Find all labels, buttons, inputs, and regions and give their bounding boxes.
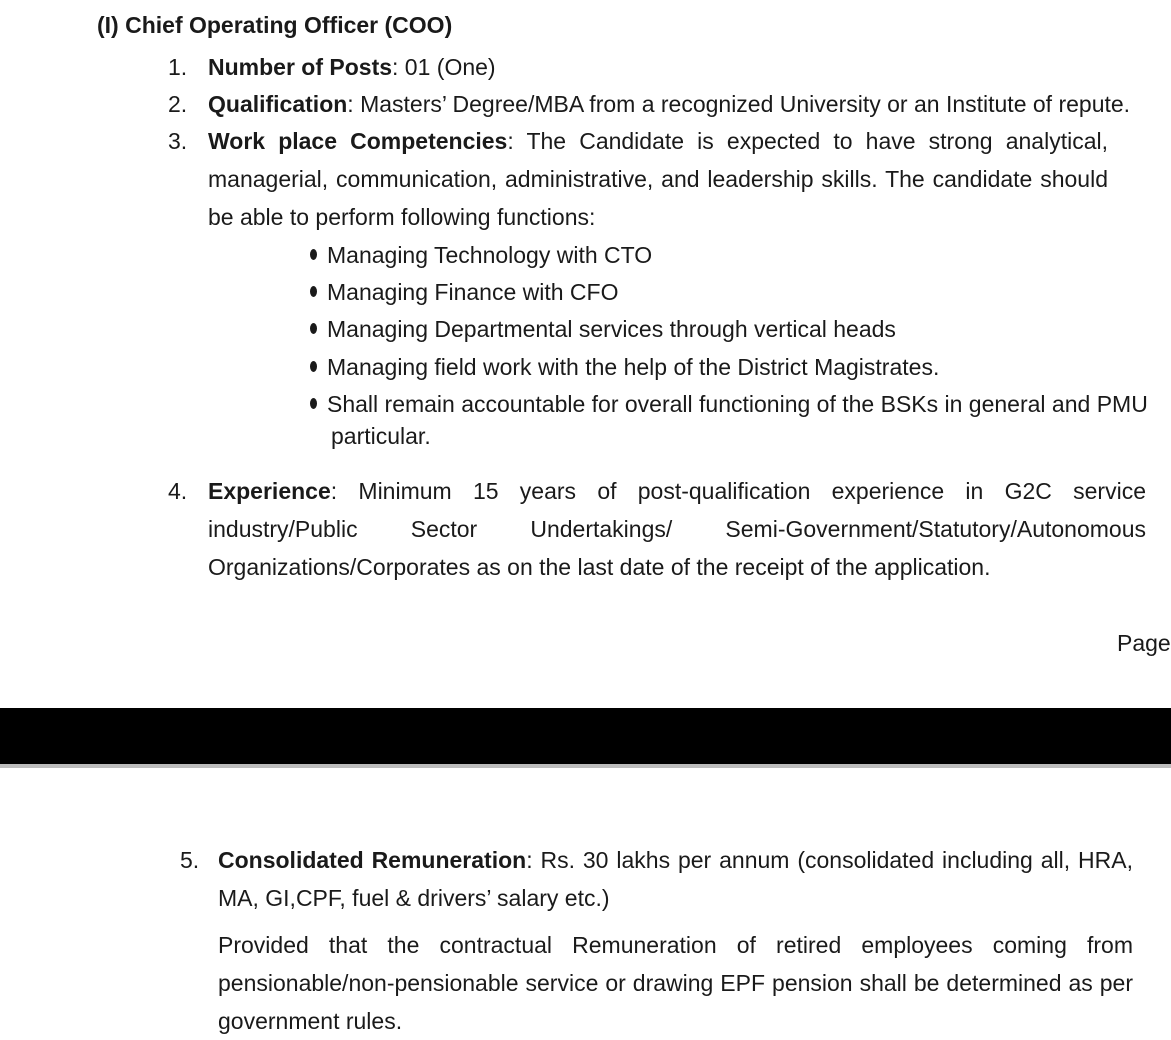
bullet-text: Managing field work with the help of the District Magistrates.: [327, 354, 940, 380]
item-text: : Rs. 30 lakhs per annum (consolidated including all, HRA, MA, GI,CPF, fuel & drivers’ salary etc.): [218, 847, 1133, 911]
bullet-icon: [310, 323, 317, 334]
section-heading: (I) Chief Operating Officer (COO): [97, 12, 453, 38]
item-text: : Minimum 15 years of post-qualification experience in G2C service industry/Public Sector Undertakings/ Semi-Government/Statutory/Autonomous Organizations/Corporates as on the last date of the receipt of the application.: [208, 478, 1146, 580]
item-competencies: [208, 122, 1108, 236]
item-remuneration: [218, 841, 1133, 917]
list-item: [310, 314, 896, 344]
proviso-paragraph: Provided that the contractual Remuneration of retired employees coming from pensionable/non-pensionable service or drawing EPF pension shall be determined as per government rules.: [218, 932, 1133, 1034]
item-number: 1.: [168, 54, 188, 80]
bullet-icon: [310, 361, 317, 372]
bullet-text: Managing Technology with CTO: [327, 242, 653, 268]
page-separator: [0, 708, 1171, 764]
item-text: : Masters’ Degree/MBA from a recognized University or an Institute of repute.: [347, 91, 1131, 117]
item-number: 4.: [168, 478, 188, 504]
item-label: Experience: [208, 478, 331, 504]
item-posts: [208, 52, 496, 82]
list-item-continuation: particular.: [331, 423, 431, 449]
item-qualification: [208, 89, 1130, 119]
item-label: Number of Posts: [208, 54, 393, 80]
page-footer-label: Page: [1117, 630, 1171, 656]
bullet-text: Managing Departmental services through vertical heads: [327, 316, 896, 342]
bullet-icon: [310, 249, 317, 260]
document-page-lower: [0, 768, 1171, 1033]
item-label: Qualification: [208, 91, 348, 117]
item-number: 5.: [180, 847, 200, 873]
item-number: 2.: [168, 91, 188, 117]
list-item: [310, 277, 618, 307]
bullet-text: Shall remain accountable for overall functioning of the BSKs in general and PMU: [327, 391, 1148, 417]
item-text: : The Candidate is expected to have strong analytical, managerial, communication, administrative, and leadership skills. The candidate should be able to perform following functions:: [208, 128, 1108, 230]
item-number: 3.: [168, 128, 188, 154]
bullet-icon: [310, 286, 317, 297]
bullet-icon: [310, 398, 317, 409]
list-item: [310, 240, 652, 270]
item-experience: [208, 472, 1146, 586]
item-label: Work place Competencies: [208, 128, 508, 154]
item-text: : 01 (One): [392, 54, 496, 80]
bullet-text: Managing Finance with CFO: [327, 279, 619, 305]
list-item: [310, 389, 1148, 419]
item-label: Consolidated Remuneration: [218, 847, 527, 873]
list-item: [310, 352, 939, 382]
